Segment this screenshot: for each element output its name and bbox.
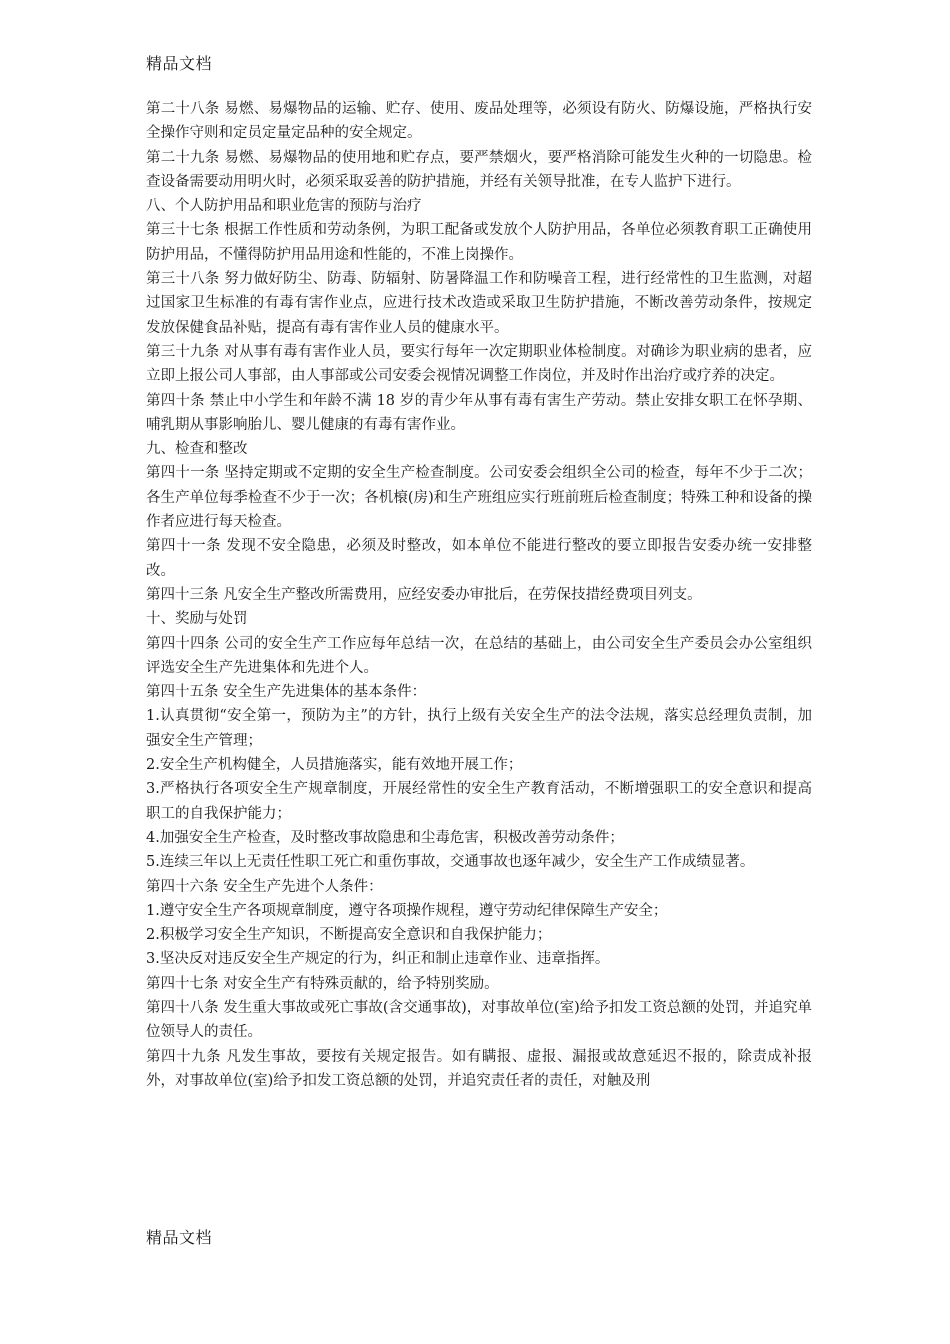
article-45: 第四十五条 安全生产先进集体的基本条件：	[146, 684, 427, 701]
article-48: 第四十八条 发生重大事故或死亡事故(含交通事故)，对事故单位(室)给予扣发工资总额的处罚，并追究单位领导人的责任。	[146, 999, 812, 1041]
page-footer: 精品文档	[146, 1228, 213, 1247]
list-item-45-4: 4.加强安全生产检查，及时整改事故隐患和尘毒危害，积极改善劳动条件；	[146, 829, 624, 846]
article-47: 第四十七条 对安全生产有特殊贡献的，给予特别奖励。	[146, 975, 499, 992]
article-40: 第四十条 禁止中小学生和年龄不满 18 岁的青少年从事有毒有害生产劳动。禁止安排女职工在怀孕期、哺乳期从事影响胎儿、婴儿健康的有毒有害作业。	[146, 392, 812, 433]
article-37: 第三十七条 根据工作性质和劳动条例，为职工配备或发放个人防护用品，各单位必须教育职工正确使用防护用品，不懂得防护用品用途和性能的，不准上岗操作。	[146, 222, 812, 263]
list-item-45-2: 2.安全生产机构健全，人员措施落实，能有效地开展工作；	[146, 757, 523, 774]
article-41: 第四十一条 坚持定期或不定期的安全生产检查制度。公司安委会组织全公司的检查，每年不少于二次；各生产单位每季检查不少于一次；各机榱(房)和生产班组应实行班前班后检查制度；特殊工种和设备的操作者应进行每天检查。	[146, 465, 812, 531]
list-item-46-2: 2.积极学习安全生产知识，不断提高安全意识和自我保护能力；	[146, 927, 552, 944]
article-46: 第四十六条 安全生产先进个人条件：	[146, 878, 383, 895]
article-43: 第四十三条 凡安全生产整改所需费用，应经安委办审批后，在劳保技措经费项目列支。	[146, 586, 702, 603]
section-heading-9: 九、检查和整改	[146, 441, 248, 458]
list-item-46-1: 1.遵守安全生产各项规章制度，遵守各项操作规程，遵守劳动纪律保障生产安全；	[146, 902, 668, 919]
list-item-45-5: 5.连续三年以上无责任性职工死亡和重伤事故，交通事故也逐年减少，安全生产工作成绩显著。	[146, 854, 755, 871]
section-heading-8: 八、个人防护用品和职业危害的预防与治疗	[146, 198, 422, 215]
page-header: 精品文档	[146, 54, 213, 73]
article-38: 第三十八条 努力做好防尘、防毒、防辐射、防暑降温工作和防噪音工程，进行经常性的卫生监测，对超过国家卫生标准的有毒有害作业点，应进行技术改造或采取卫生防护措施，不断改善劳动条件，按规定发放保健食品补贴，提高有毒有害作业人员的健康水平。	[146, 271, 812, 336]
article-41b: 第四十一条 发现不安全隐患，必须及时整改，如本单位不能进行整改的要立即报告安委办统一安排整改。	[146, 538, 812, 579]
article-29: 第二十九条 易燃、易爆物品的使用地和贮存点，要严禁烟火，要严格消除可能发生火种的一切隐患。检查设备需要动用明火时，必须采取妥善的防护措施，并经有关领导批准，在专人监护下进行。	[146, 149, 812, 190]
list-item-46-3: 3.坚决反对违反安全生产规定的行为，纠正和制止违章作业、违章指挥。	[146, 951, 610, 968]
article-49: 第四十九条 凡发生事故，要按有关规定报告。如有瞒报、虚报、漏报或故意延迟不报的，除责成补报外，对事故单位(室)给予扣发工资总额的处罚，并追究责任者的责任，对触及刑	[146, 1048, 812, 1089]
document-body	[146, 97, 812, 1093]
article-44: 第四十四条 公司的安全生产工作应每年总结一次，在总结的基础上，由公司安全生产委员会办公室组织评选安全生产先进集体和先进个人。	[146, 635, 812, 676]
article-28: 第二十八条 易燃、易爆物品的运输、贮存、使用、废品处理等，必须设有防火、防爆设施，严格执行安全操作守则和定员定量定品种的安全规定。	[146, 101, 812, 142]
article-39: 第三十九条 对从事有毒有害作业人员，要实行每年一次定期职业体检制度。对确诊为职业病的患者，应立即上报公司人事部，由人事部或公司安委会视情况调整工作岗位，并及时作出治疗或疗养的决定。	[146, 343, 812, 385]
list-item-45-1: 1.认真贯彻“安全第一，预防为主”的方针，执行上级有关安全生产的法令法规，落实总经理负责制，加强安全生产管理；	[146, 708, 812, 749]
section-heading-10: 十、奖励与处罚	[146, 611, 248, 628]
list-item-45-3: 3.严格执行各项安全生产规章制度，开展经常性的安全生产教育活动，不断增强职工的安全意识和提高职工的自我保护能力；	[146, 781, 812, 822]
